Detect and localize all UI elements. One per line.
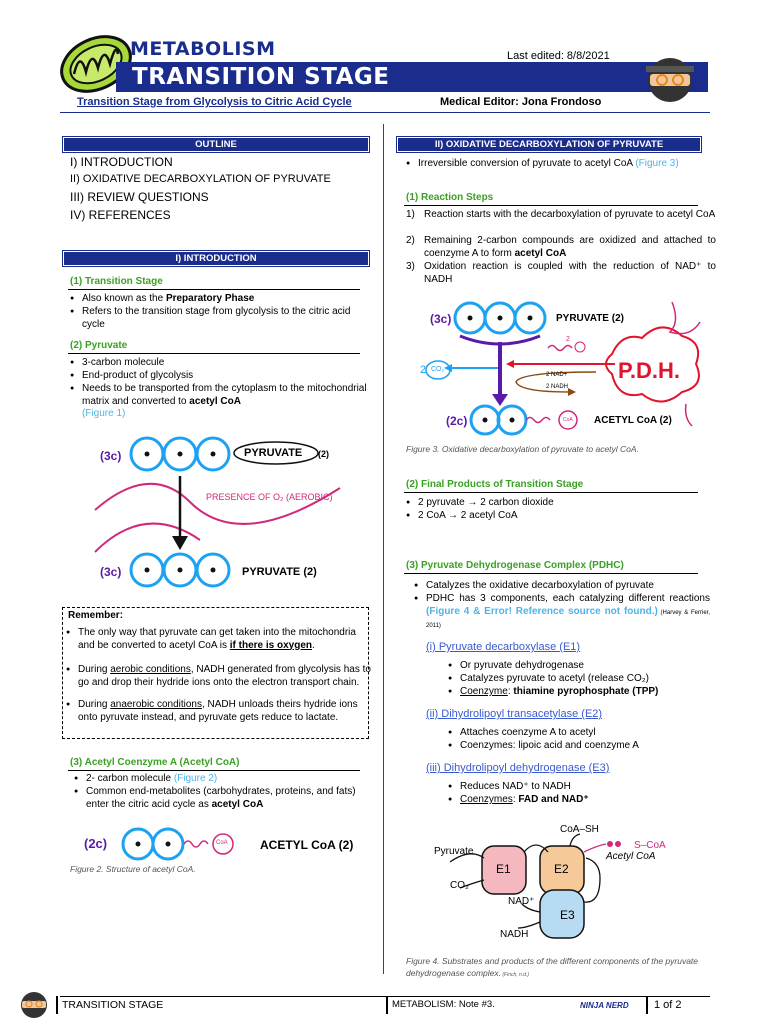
e1-heading: (i) Pyruvate decarboxylase (E1) — [426, 641, 581, 653]
fig4-coash-label: CoA–SH — [560, 824, 599, 835]
acetyl-coa-subheading: (3) Acetyl Coenzyme A (Acetyl CoA) — [70, 757, 240, 768]
footer-separator — [646, 996, 648, 1014]
fig2-acetyl-label: ACETYL CoA (2) — [260, 838, 354, 852]
list-item: 1) Reaction starts with the decarboxylation of pyruvate to acetyl CoA — [406, 209, 716, 220]
pyruvate-subheading: (2) Pyruvate — [70, 340, 128, 351]
footer-section-title: TRANSITION STAGE — [62, 999, 164, 1011]
list-item: ● 2 pyruvate → 2 carbon dioxide — [406, 497, 710, 510]
subheading-rule — [404, 573, 698, 574]
fig3-pyruvate-label: PYRUVATE (2) — [556, 313, 624, 324]
list-item: ● End-product of glycolysis — [70, 370, 372, 383]
page-title: TRANSITION STAGE — [132, 64, 390, 90]
list-item: ● During aerobic conditions, NADH generated from glycolysis has to go and drop their hydride ions onto the electron transport chain. — [66, 664, 372, 689]
figure-1-ref[interactable]: (Figure 1) — [82, 408, 126, 419]
outline-item-3[interactable]: III) REVIEW QUESTIONS — [70, 190, 209, 204]
fig2-2c-label: (2c) — [84, 836, 108, 851]
fig4-e1-label: E1 — [496, 862, 511, 876]
outline-heading: OUTLINE — [64, 138, 368, 151]
list-item: ● Coenzymes: lipoic acid and coenzyme A — [448, 740, 710, 753]
list-item: 3) Oxidation reaction is coupled with the reduction of NAD⁺ to NADH — [406, 261, 716, 285]
fig4-acetylcoa-label: Acetyl CoA — [606, 851, 656, 862]
footer-note-number: METABOLISM: Note #3. — [392, 999, 495, 1010]
list-item: ● Also known as the Preparatory Phase — [70, 293, 372, 306]
column-divider — [383, 124, 384, 974]
fig3-pdh-label: P.D.H. — [618, 358, 680, 383]
transition-stage-subheading: (1) Transition Stage — [70, 276, 163, 287]
fig3-coa-label: CoA — [563, 417, 573, 423]
subheading-rule — [68, 353, 360, 354]
brand-logo: NINJA NERD — [580, 1001, 629, 1010]
outline-item-2[interactable]: II) OXIDATIVE DECARBOXYLATION OF PYRUVATE — [70, 173, 331, 185]
fig1-pyruvate-label-bottom: PYRUVATE (2) — [242, 566, 317, 578]
footer-separator — [386, 996, 388, 1014]
subheading-rule — [68, 770, 360, 771]
list-item: ● Common end-metabolites (carbohydrates, proteins, and fats) enter the citric acid cycle as acetyl CoA — [74, 786, 372, 811]
fig4-co2-label: CO₂ — [450, 880, 469, 891]
list-item: ● Reduces NAD⁺ to NADH — [448, 781, 710, 794]
page-number: 1 of 2 — [654, 999, 682, 1011]
list-item: ● Catalyzes the oxidative decarboxylation of pyruvate — [414, 580, 710, 593]
list-item: ● 2- carbon molecule (Figure 2) — [74, 773, 372, 786]
figure-2-caption: Figure 2. Structure of acetyl CoA. — [70, 864, 196, 874]
reaction-steps-subheading: (1) Reaction Steps — [406, 192, 494, 203]
subheading-rule — [404, 205, 698, 206]
list-item: ● During anaerobic conditions, NADH unloads theirs hydride ions onto pyruvate instead, and pyruvate gets reduce to lactate. — [66, 699, 372, 724]
medical-editor: Medical Editor: Jona Frondoso — [440, 96, 602, 108]
page-category: METABOLISM — [130, 38, 276, 60]
intro-heading: I) INTRODUCTION — [64, 252, 368, 265]
figure-4-caption: Figure 4. Substrates and products of the different components of the pyruvate dehydrogenase complex. (Finch, n.d.) — [406, 956, 699, 978]
oxidative-heading: II) OXIDATIVE DECARBOXYLATION OF PYRUVATE — [398, 138, 700, 151]
fig3-nadh-label: 2 NADH — [546, 384, 569, 390]
subheading-rule — [68, 289, 360, 290]
fig4-nad-label: NAD⁺ — [508, 896, 535, 907]
fig1-aerobic-label: PRESENCE OF O₂ (AEROBIC) — [206, 492, 333, 502]
fig3-co2-label: CO₂ — [431, 366, 445, 373]
fig3-2c-label: (2c) — [446, 414, 468, 428]
last-edited: Last edited: 8/8/2021 — [507, 50, 610, 62]
figure-4-pdh-complex-diagram — [430, 818, 690, 948]
pdhc-subheading: (3) Pyruvate Dehydrogenase Complex (PDHC) — [406, 560, 624, 571]
figure-2-acetyl-coa-diagram — [120, 825, 250, 865]
figure-3-ref[interactable]: (Figure 3) — [635, 158, 679, 169]
subheading-rule — [404, 492, 698, 493]
fig1-3c-label-top: (3c) — [100, 449, 122, 463]
fig4-nadh-label: NADH — [500, 929, 529, 940]
list-item: ● Needs to be transported from the cytoplasm to the mitochondrial matrix and converted to acetyl CoA (Figure 1) — [70, 383, 372, 421]
list-item: ● 2 CoA → 2 acetyl CoA — [406, 510, 710, 523]
list-item: ● Irreversible conversion of pyruvate to acetyl CoA (Figure 3) — [406, 158, 710, 171]
list-item: ● Refers to the transition stage from glycolysis to the citric acid cycle — [70, 306, 372, 331]
fig3-acetyl-label: ACETYL CoA (2) — [594, 415, 672, 426]
list-item: ● Attaches coenzyme A to acetyl — [448, 727, 710, 740]
fig4-pyruvate-label: Pyruvate — [434, 846, 474, 857]
remember-title: Remember: — [68, 610, 124, 621]
fig4-e3-label: E3 — [560, 908, 575, 922]
subtitle-link[interactable]: Transition Stage from Glycolysis to Citric Acid Cycle — [77, 96, 352, 108]
fig3-coa-2-label: 2 — [566, 336, 570, 343]
fig3-nad-label: 2 NAD+ — [546, 372, 568, 378]
fig3-3c-label: (3c) — [430, 312, 452, 326]
ninja-footer-icon — [14, 990, 54, 1020]
fig3-2-label: 2 — [420, 364, 427, 376]
list-item: ● PDHC has 3 components, each catalyzing different reactions (Figure 4 & Error! Reference source not found.) (Harvey & Ferrier, 2011) — [414, 593, 710, 633]
fig4-scoa-label: S–CoA — [634, 840, 666, 851]
figure-3-caption: Figure 3. Oxidative decarboxylation of pyruvate to acetyl CoA. — [406, 444, 639, 454]
list-item: ● Coenzymes: FAD and NAD⁺ — [448, 794, 710, 807]
outline-item-4[interactable]: IV) REFERENCES — [70, 208, 171, 222]
header-divider — [60, 112, 710, 113]
outline-item-1[interactable]: I) INTRODUCTION — [70, 155, 173, 169]
e2-heading: (ii) Dihydrolipoyl transacetylase (E2) — [426, 708, 603, 720]
list-item: ● The only way that pyruvate can get taken into the mitochondria and be converted to acetyl CoA is if there is oxygen. — [66, 627, 372, 652]
list-item: ● Coenzyme: thiamine pyrophosphate (TPP) — [448, 686, 710, 699]
fig2-coa-label: CoA — [216, 840, 228, 846]
list-item: ● Or pyruvate dehydrogenase — [448, 660, 710, 673]
footer-separator — [56, 996, 58, 1014]
list-item: 2) Remaining 2-carbon compounds are oxidized and attached to coenzyme A to form acetyl CoA — [406, 235, 716, 259]
e3-heading: (iii) Dihydrolipoyl dehydrogenase (E3) — [426, 762, 610, 774]
fig1-count-label: (2) — [318, 449, 329, 459]
list-item: ● Catalyzes pyruvate to acetyl (release CO₂) — [448, 673, 710, 686]
final-products-subheading: (2) Final Products of Transition Stage — [406, 479, 584, 490]
footer-rule — [60, 996, 710, 997]
fig4-e2-label: E2 — [554, 862, 569, 876]
list-item: ● 3-carbon molecule — [70, 357, 372, 370]
fig1-3c-label-bottom: (3c) — [100, 565, 122, 579]
ninja-mascot-icon — [640, 56, 700, 104]
fig1-pyruvate-label-top: PYRUVATE — [244, 447, 303, 459]
